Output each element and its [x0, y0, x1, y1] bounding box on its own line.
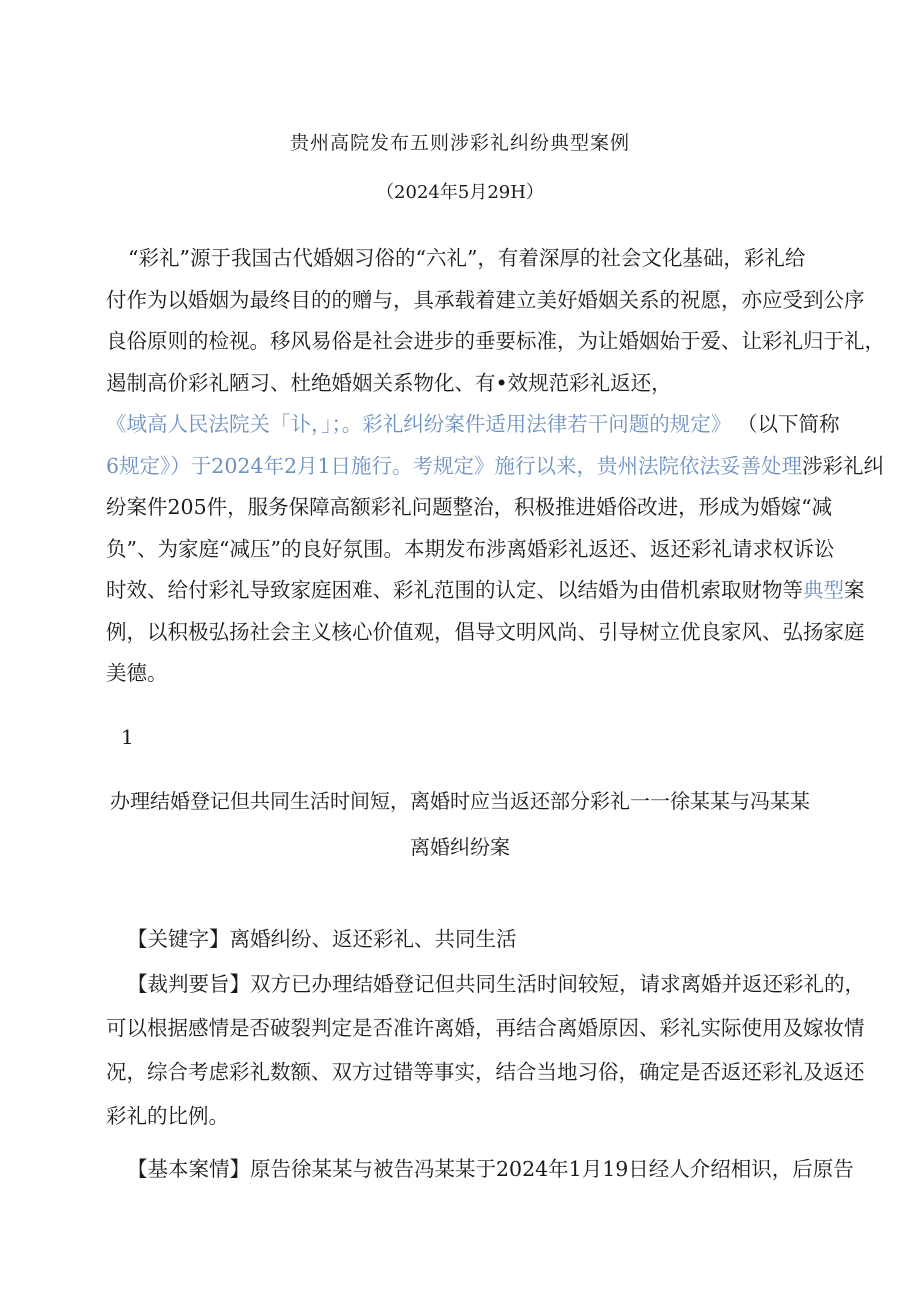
case-title-line1: 办理结婚登记但共同生活时间短，离婚时应当返还部分彩礼一一徐某某与冯某某	[110, 789, 810, 813]
intro-line: “彩礼”源于我国古代婚姻习俗的“六礼”，有着深厚的社会文化基础，彩礼给	[128, 246, 806, 270]
typical-link[interactable]: 典型	[803, 578, 844, 602]
document-date: （2024年5月29H）	[376, 182, 544, 203]
typical-before: 时效、给付彩礼导致家庭困难、彩礼范围的认定、以结婚为由借机索取财物等	[106, 578, 803, 602]
intro-line-with-link	[106, 446, 885, 488]
intro-line: 付作为以婚姻为最终目的的赠与，具承载着建立美好婚姻关系的祝愿，亦应受到公序	[106, 287, 865, 312]
keywords: 【关键字】离婚纠纷、返还彩礼、共同生活	[127, 927, 517, 951]
gist-line: 彩礼的比例。	[106, 1104, 229, 1128]
intro-line: 负”、为家庭“减压”的良好氛围。本期发布涉离婚彩礼返还、返还彩礼请求权诉讼	[106, 536, 835, 561]
gist-line: 可以根据感情是否破裂判定是否准许离婚，再结合离婚原因、彩礼实际使用及嫁妆情	[106, 1016, 865, 1040]
basic-facts: 【基本案情】原告徐某某与被告冯某某于2024年1月19日经人介绍相识，后原告	[127, 1157, 854, 1181]
intro-line: 良俗原则的检视。移风易俗是社会进步的垂要标准，为让婚姻始于爱、让彩礼归于礼，	[106, 329, 885, 353]
intro-line: 遏制高价彩礼陋习、杜绝婚姻关系物化、有•效规范彩礼返还，	[106, 370, 672, 395]
case-number: 1	[121, 725, 134, 749]
gist-line: 【裁判要旨】双方已办理结婚登记但共同生活时间较短，请求离婚并返还彩礼的，	[127, 972, 865, 996]
link-after-text: 涉彩礼纠	[802, 453, 885, 478]
ruling-gist	[106, 962, 865, 1138]
intro-line-with-link	[106, 570, 865, 612]
intro-paragraph	[106, 238, 885, 695]
intro-line-with-link	[106, 404, 840, 446]
regulation-link[interactable]: 《域高人民法院关「讣，」；。彩礼纠纷案件适用法律若干问题的规定》	[106, 412, 732, 436]
intro-line: 例，以积极弘扬社会主义核心价值观，倡导文明风尚、引导树立优良家风、弘扬家庭	[106, 619, 865, 644]
intro-line: 美德。	[106, 661, 168, 685]
regulation-link-2[interactable]: 6规定》）于2024年2月1日施行。考规定》施行以来，贵州法院依法妥善处理	[106, 453, 803, 478]
document-title: 贵州高院发布五则涉彩礼纠纷典型案例	[289, 132, 630, 154]
link-after-text: （以下简称	[747, 412, 840, 436]
case-title-line2: 离婚纠纷案	[410, 835, 510, 859]
typical-after: 案	[844, 578, 865, 602]
gist-line: 况，综合考虑彩礼数额、双方过错等事实，结合当地习俗，确定是否返还彩礼及返还	[106, 1060, 865, 1084]
intro-line: 纷案件205件，服务保障高额彩礼问题整治，积极推进婚俗改进，形成为婚嫁“减	[106, 495, 833, 519]
